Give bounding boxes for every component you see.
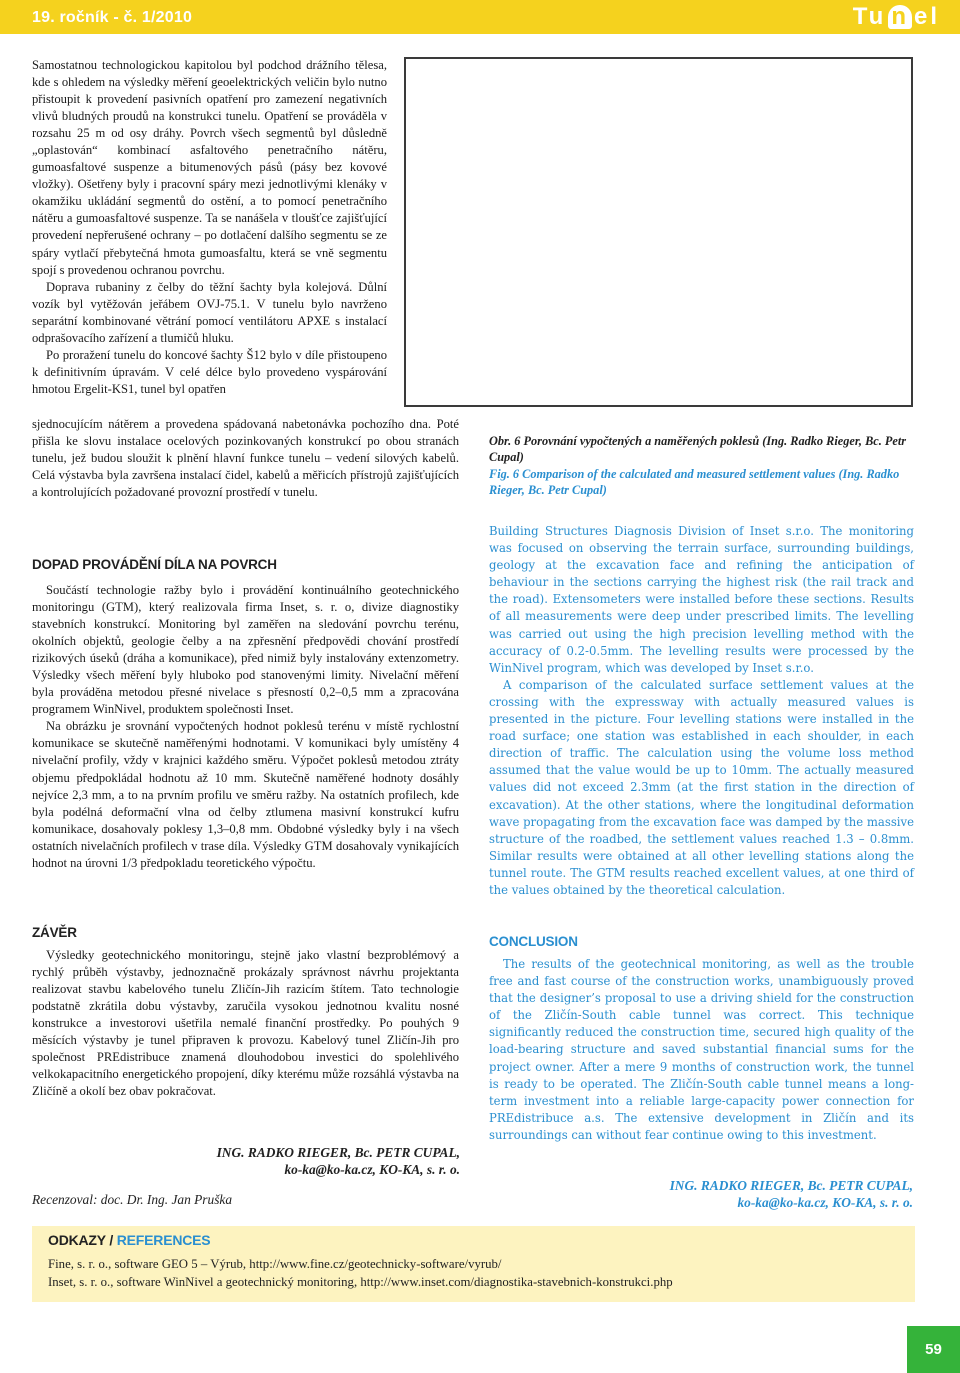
czech-paragraph: Součástí technologie ražby bylo i provádění kontinuálního geotechnického monitoringu (GTM), který realizovala firma Inset, s. r. o, divize diagnostiky stavebních konstrukcí. Monitoring byl zaměřen na sledování povrchu terénu, okolních objektů, geologie čelby a na zpřesnění předpovědi chování prostředí rizikových úseků (dráha a komunikace), před nimiž byly instalovány extenzometry. Výsledky všech měření byly hluboko pod stanovenými limity. Nivelační měření byla prováděna metodou přesné nivelace s přesností 0,2–0,5 mm a zpracována programem WinNivel, produktem společnosti Inset. [32,583,459,717]
reference-item: Inset, s. r. o., software WinNivel a geotechnický monitoring, http://www.inset.com/diagnostika-stavebnich-konstrukci.php [48,1274,673,1289]
section-heading-conclusion: CONCLUSION [489,934,578,949]
czech-paragraph: Na obrázku je srovnání vypočtených hodnot poklesů terénu v místě rychlostní komunikace se skutečně naměřenými hodnotami. V komunikaci byly umístěny 4 nivelační profily, vždy v krajnici každého směru. Výpočet poklesů metodou ztráty objemu předpokládal hodnotu až 10 mm. Skutečně naměřené hodnoty dosáhly nejvíce 2,3 mm, a to na prvním profilu ve směru ražby. Na ostatních profilech, kde byla podélná deformační vlna od čelby ztlumena masivní konstrukcí kufru komunikace, dosahovaly poklesy 1,3–0,8 mm. Obdobné výsledky byly i na všech ostatních nivelačních profilech v trase díla. Výsledky GTM dosahovaly vynikajících hodnot na úrovni 1/3 předpokladu teoretického výpočtu. [32,719,459,870]
author-block-english [560,1177,913,1211]
reference-item: Fine, s. r. o., software GEO 5 – Výrub, http://www.fine.cz/geotechnicky-software/vyrub/ [48,1257,502,1271]
english-paragraph: The results of the geotechnical monitoring, as well as the trouble free and fast course of the construction works, unambiguously proved that the designer’s proposal to use a driving shield for the construction of the Zličín-South cable tunnel was correct. This technique significantly reduced the construction time, secured high quality of the load-bearing structure and saved substantial financial sums for the project owner. After a mere 9 months of construction work, the tunnel is ready to be operated. The Zličín-South cable tunnel means a long-term investment into a reliable large-capacity power connection for PREdistribuce a.s. The extensive development in Zličín and its surroundings can without fear continue owing to this investment. [489,957,914,1142]
references-title-english: REFERENCES [116,1232,211,1248]
english-conclusion-column [489,956,914,1144]
czech-paragraph: Samostatnou technologickou kapitolou byl podchod drážního tělesa, kde s ohledem na výsledky měření geoelektrických veličin bylo nutno přistoupit k provedení pasivních opatření pro zamezení negativních vlivů bludných proudů na konstrukci tunelu. Opatření se prováděla v rozsahu 25 m od osy dráhy. Povrch všech segmentů byl důsledně „oplastován“ kombinací asfaltového penetračního nátěru, gumoasfaltové suspenze a bitumenových pásů (pásy bez kovové vložky). Ošetřeny byly i pracovní spáry mezi jednotlivými klenáky v okamžiku ukládání segmentů do ostění, a to pomocí penetračního nátěru a gumoasfaltové suspenze. Ta se nanášela v tloušťce zajišťující provedení nepřerušené ochrany – po dotlačení dalšího segmentu se ze spáry vytlačí přebytečná hmota gumoasfaltu, která se vně segmentu spojí s provedenou ochranou povrchu. [32,58,387,277]
logo-text-middle: n [888,5,912,29]
references-list [48,1256,673,1291]
czech-conclusion-column [32,947,459,1100]
figure-6-frame [404,57,913,407]
issue-label: 19. ročník - č. 1/2010 [32,9,193,26]
tunel-logo [853,4,940,30]
figure-caption-english: Fig. 6 Comparison of the calculated and measured settlement values (Ing. Radko Rieger, Bc. Petr Cupal) [489,467,900,497]
references-box [32,1226,915,1302]
czech-paragraph: Po proražení tunelu do koncové šachty Š12 bylo v díle přistoupeno k definitivním úpravám. V celé délce bylo provedeno vyspárování hmotou Ergelit-KS1, tunel byl opatřen [32,347,387,396]
english-paragraph: A comparison of the calculated surface settlement values at the crossing with the expressway with actually measured values is presented in the picture. Four levelling stations were installed in the road surface; one station was established in each shoulder, in each direction of traffic. The calculation using the volume loss method assumed that the value would be up to 10mm. The actually measured values did not exceed 2.3mm (at the first station in the direction of excavation). At the other stations, where the longitudinal deformation wave propagating from the excavation face was damped by the massive structure of the roadbed, the settlement values reached 1.3 – 0.8mm. Similar results were obtained at all other levelling stations along the tunnel route. The GTM results reached excellent values, at one third of the values obtained by the theoretical calculation. [489,677,914,897]
references-title [48,1232,210,1248]
czech-gtm-column [32,582,459,872]
references-title-separator: / [105,1232,117,1248]
english-column [489,523,914,899]
page-number: 59 [907,1326,960,1373]
section-heading-zaver: ZÁVĚR [32,925,77,940]
references-title-czech: ODKAZY [48,1232,106,1248]
english-paragraph: Building Structures Diagnosis Division of Inset s.r.o. The monitoring was focused on observing the terrain surface, surrounding buildings, geology at the excavation face and refining the anticipation of behaviour in the sections carrying the highest risk (the rail track and the road). Extensometers were installed before these sections. Results of all measurements were deep under prescribed limits. The levelling was carried out using the high precision levelling method with the accuracy of 0.2-0.5mm. The levelling results were processed by the WinNivel program, which was developed by Inset s.r.o. [489,524,914,675]
author-contact: ko-ka@ko-ka.cz, KO-KA, s. r. o. [284,1162,460,1177]
czech-intro-column [32,57,387,398]
section-heading-gtm: DOPAD PROVÁDĚNÍ DÍLA NA POVRCH [32,557,277,572]
figure-caption-czech: Obr. 6 Porovnání vypočtených a naměřených poklesů (Ing. Radko Rieger, Bc. Petr Cupal) [489,434,907,464]
author-block-czech [160,1144,460,1178]
czech-paragraph: sjednocujícím nátěrem a provedena spádovaná nabetonávka pochozího dna. Poté přišla ke slovu instalace ocelových pozinkovaných konstrukcí po obou stranách tunelu, jež budou sloužit k plnění hlavní funkce tunelu – vedení silových kabelů. Celá výstavba byla završena instalací čidel, kabelů a měřicích přístrojů zajišťujících a kontrolujících požadované provozní prostředí v tunelu. [32,417,459,500]
author-names: ING. RADKO RIEGER, Bc. PETR CUPAL, [669,1178,913,1193]
czech-paragraph: Doprava rubaniny z čelby do těžní šachty byla kolejová. Důlní vozík byl vytěžován jeřábem OVJ-75.1. V tunelu bylo navrženo separátní kombinované větrání pomocí ventilátoru APXE s instalací odprašovacího zařízení a tlumičů hluku. [32,279,387,345]
page-header [0,0,960,34]
czech-wide-column [32,416,459,501]
reviewer-note: Recenzoval: doc. Dr. Ing. Jan Pruška [32,1192,233,1207]
czech-paragraph: Výsledky geotechnického monitoringu, stejně jako vlastní bezproblémový a rychlý průběh výstavby, jednoznačně prokázaly správnost návrhu projektanta realizovat stavbu kabelového tunelu Zličín-Jih razicím štítem. Tato technologie podstatně zkrátila dobu výstavby, zaručila vysokou jednotnou kvalitu nosné konstrukce a investorovi ušetřila nemalé finanční prostředky. Po pouhých 9 měsících výstavby je tunel připraven k provozu. Kabelový tunel Zličín-Jih pro společnost PREdistribuce znamená dlouhodobou investici do spolehlivého velkokapacitního energetického propojení, díky kterému může rozsáhlá výstavba na Zličíně a okolí bez obav pokračovat. [32,948,459,1099]
logo-text-start: Tu [852,3,887,30]
author-contact: ko-ka@ko-ka.cz, KO-KA, s. r. o. [737,1195,913,1210]
logo-text-end: el [913,3,940,30]
author-names: ING. RADKO RIEGER, Bc. PETR CUPAL, [216,1145,460,1160]
